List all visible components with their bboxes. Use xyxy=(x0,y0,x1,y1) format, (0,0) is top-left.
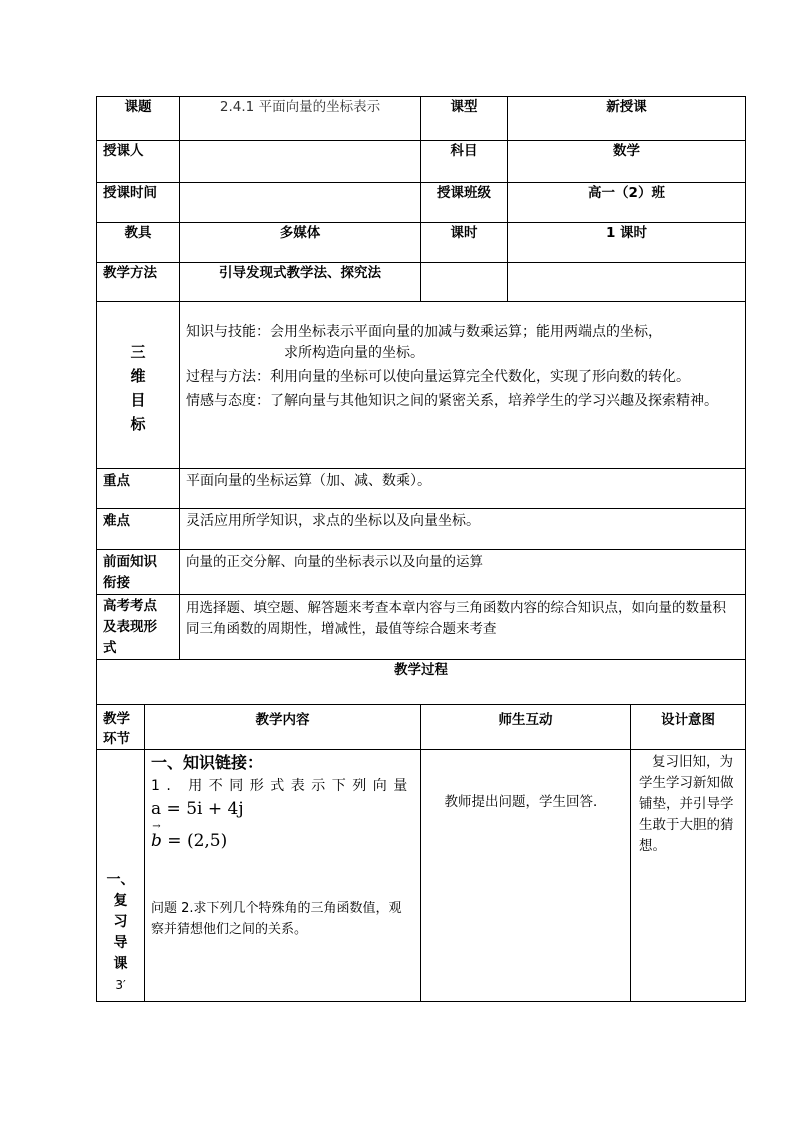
objectives-label-char: 目 xyxy=(130,391,146,409)
stage-label-char: 习 xyxy=(113,914,128,930)
time-row xyxy=(97,183,746,223)
vector-arrow-icon: → xyxy=(152,821,161,832)
hours-value: 1 课时 xyxy=(508,223,746,263)
time-label: 授课时间 xyxy=(97,183,180,223)
vector-b-letter: b xyxy=(151,831,162,851)
prior-label-line: 前面知识 xyxy=(103,554,157,570)
stage-label-char: 一、 xyxy=(106,872,135,888)
objectives-content xyxy=(180,302,746,469)
stage-label-char: 复 xyxy=(113,893,128,909)
lesson-plan-table xyxy=(96,96,746,1002)
difficulty-row xyxy=(97,509,746,550)
stage-one-row xyxy=(97,750,746,1002)
stage-label-char: 导 xyxy=(113,935,128,951)
intent-header: 设计意图 xyxy=(631,705,746,750)
objectives-label-char: 标 xyxy=(130,415,146,433)
tools-row xyxy=(97,223,746,263)
vector-b-expression: = (2,5) xyxy=(161,831,228,851)
content-header: 教学内容 xyxy=(145,705,421,750)
difficulty-label: 难点 xyxy=(97,509,180,550)
knowledge-label: 知识与技能： xyxy=(186,324,270,340)
stage-header-line: 环节 xyxy=(103,731,130,747)
interaction-header: 师生互动 xyxy=(421,705,631,750)
topic-row xyxy=(97,97,746,141)
subject-label: 科目 xyxy=(421,141,508,183)
class-label: 授课班级 xyxy=(421,183,508,223)
method-empty-cell-2 xyxy=(508,263,746,302)
vector-a-formula xyxy=(151,796,414,822)
objectives-label-char: 维 xyxy=(130,367,146,385)
tools-value: 多媒体 xyxy=(180,223,421,263)
vector-b-symbol xyxy=(151,821,162,854)
knowledge-text: 会用坐标表示平面向量的加减与数乘运算；能用两端点的坐标， xyxy=(270,324,662,340)
exam-row xyxy=(97,595,746,660)
intent-cell: 复习旧知，为学生学习新知做铺垫，并引导学生敢于大胆的猜想。 xyxy=(631,750,746,1002)
process-text: 利用向量的坐标可以使向量运算完全代数化，实现了形向数的转化。 xyxy=(270,369,690,385)
objectives-label-cell xyxy=(97,302,180,469)
objectives-row xyxy=(97,302,746,469)
key-point-row xyxy=(97,469,746,509)
topic-value: 2.4.1 平面向量的坐标表示 xyxy=(180,97,421,141)
knowledge-heading: 一、知识链接： xyxy=(151,753,264,772)
subject-value: 数学 xyxy=(508,141,746,183)
teacher-row xyxy=(97,141,746,183)
type-value: 新授课 xyxy=(508,97,746,141)
stage-one-label-cell xyxy=(97,750,145,1002)
method-value: 引导发现式教学法、探究法 xyxy=(180,263,421,302)
key-point-value: 平面向量的坐标运算（加、减、数乘）。 xyxy=(180,469,746,509)
difficulty-value: 灵活应用所学知识，求点的坐标以及向量坐标。 xyxy=(180,509,746,550)
question-two: 问题 2.求下列几个特殊角的三角函数值，观察并猜想他们之间的关系。 xyxy=(151,901,402,937)
vector-b-formula xyxy=(151,821,414,854)
prior-label-cell xyxy=(97,550,180,595)
knowledge-text-cont: 求所构造向量的坐标。 xyxy=(284,345,424,361)
question-one: 1. 用不同形式表示下列向量 xyxy=(151,778,414,794)
exam-label-line: 及表现形 xyxy=(103,619,157,635)
tools-label: 教具 xyxy=(97,223,180,263)
emotion-text: 了解向量与其他知识之间的紧密关系，培养学生的学习兴趣及探索精神。 xyxy=(270,393,718,409)
process-label: 过程与方法： xyxy=(186,369,270,385)
stage-header-cell xyxy=(97,705,145,750)
type-label: 课型 xyxy=(421,97,508,141)
vector-a-letter: a xyxy=(151,799,162,819)
method-label: 教学方法 xyxy=(97,263,180,302)
process-title-row xyxy=(97,660,746,705)
teacher-label: 授课人 xyxy=(97,141,180,183)
class-value: 高一（2）班 xyxy=(508,183,746,223)
stage-label-char: 3′ xyxy=(115,978,126,992)
topic-label: 课题 xyxy=(97,97,180,141)
method-empty-cell xyxy=(421,263,508,302)
exam-label-line: 高考考点 xyxy=(103,598,157,614)
process-header-row xyxy=(97,705,746,750)
vector-a-symbol xyxy=(151,796,161,822)
method-row xyxy=(97,263,746,302)
prior-value: 向量的正交分解、向量的坐标表示以及向量的运算 xyxy=(180,550,746,595)
teacher-value xyxy=(180,141,421,183)
time-value xyxy=(180,183,421,223)
stage-label-char: 课 xyxy=(113,956,128,972)
interaction-cell: 教师提出问题，学生回答． xyxy=(421,750,631,1002)
stage-one-content xyxy=(145,750,421,1002)
stage-header-line: 教学 xyxy=(103,711,130,727)
exam-value: 用选择题、填空题、解答题来考查本章内容与三角函数内容的综合知识点，如向量的数量积同三角函数的周期性，增减性，最值等综合题来考查 xyxy=(180,595,746,660)
vector-a-expression: = 5i + 4j xyxy=(161,799,244,819)
objectives-label-char: 三 xyxy=(130,343,146,361)
prior-label-line: 衔接 xyxy=(103,575,130,591)
exam-label-cell xyxy=(97,595,180,660)
exam-label-line: 式 xyxy=(103,640,117,656)
prior-row xyxy=(97,550,746,595)
hours-label: 课时 xyxy=(421,223,508,263)
key-point-label: 重点 xyxy=(97,469,180,509)
emotion-label: 情感与态度： xyxy=(186,393,270,409)
process-title: 教学过程 xyxy=(97,660,746,705)
